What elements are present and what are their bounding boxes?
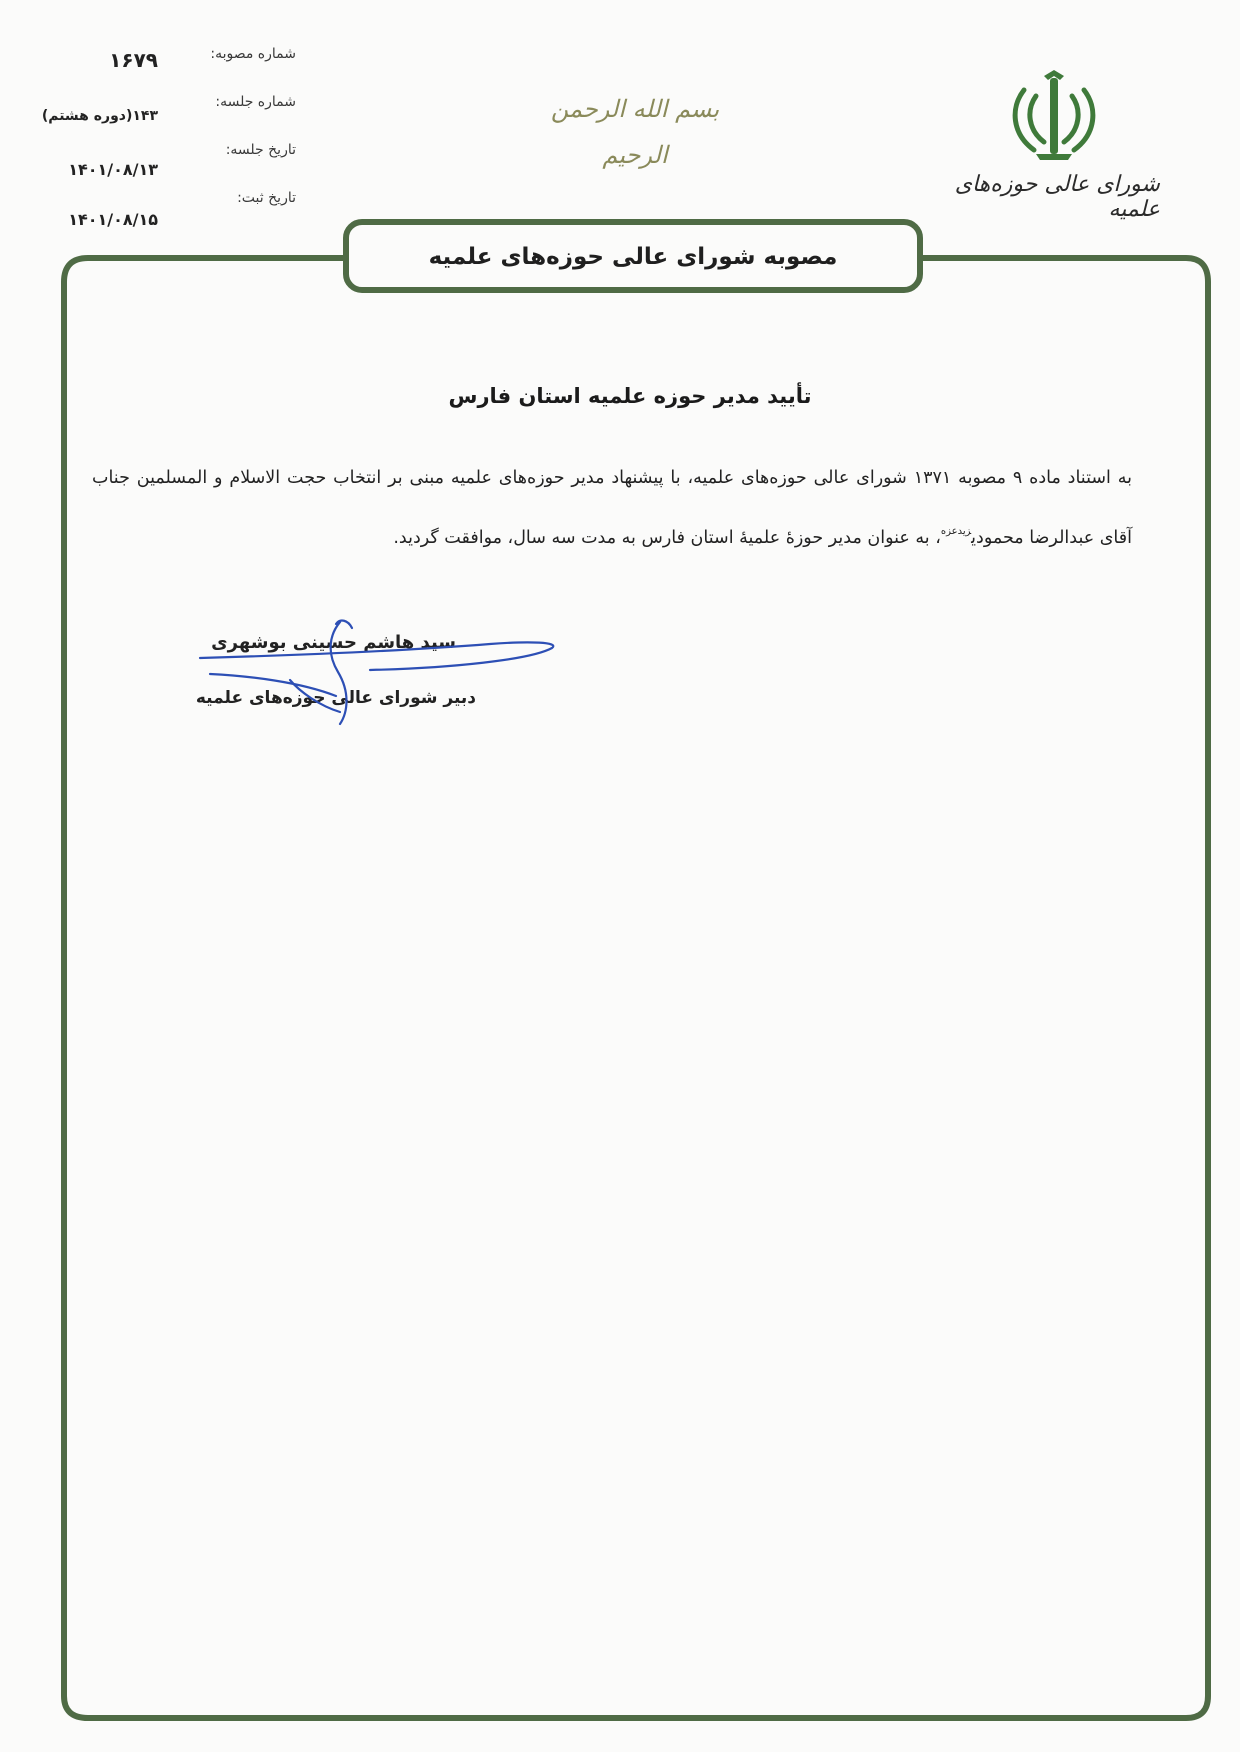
session-date-label: تاریخ جلسه: bbox=[225, 142, 296, 158]
bismillah-calligraphy: بسم الله الرحمن الرحیم bbox=[550, 95, 720, 169]
council-name-logo-text: شورای عالی حوزه‌های علمیه bbox=[954, 172, 1160, 222]
session-number-value: ۱۴۳(دوره هشتم) bbox=[41, 108, 158, 124]
session-date-value: ۱۴۰۱/۰۸/۱۳ bbox=[68, 160, 158, 179]
document-title: تأیید مدیر حوزه علمیه استان فارس bbox=[448, 384, 812, 408]
registration-date-value: ۱۴۰۱/۰۸/۱۵ bbox=[68, 210, 158, 229]
document-body bbox=[92, 448, 1132, 568]
banner-title: مصوبه شورای عالی حوزه‌های علمیه bbox=[428, 244, 838, 270]
body-text-part1: به استناد ماده ۹ مصوبه ۱۳۷۱ شورای عالی حوزه‌های علمیه، با پیشنهاد مدیر حوزه‌های علمیه مبنی بر انتخاب حجت الاسلام و المسلمین جناب آقای عبدالرضا محمودی bbox=[92, 468, 1133, 548]
handwritten-signature bbox=[190, 612, 570, 732]
approval-number-value: ۱۶۷۹ bbox=[109, 48, 158, 72]
signatory-name: سید هاشم حسینی بوشهری bbox=[211, 632, 456, 653]
signatory-title: دبیر شورای عالی حوزه‌های علمیه bbox=[195, 688, 476, 708]
session-number-label: شماره جلسه: bbox=[215, 94, 296, 110]
registration-date-label: تاریخ ثبت: bbox=[237, 190, 296, 206]
honorific-superscript: زیدعزه bbox=[940, 526, 972, 537]
body-text-part2: ، به عنوان مدیر حوزهٔ علمیهٔ استان فارس به مدت سه سال، موافقت گردید. bbox=[393, 528, 941, 548]
approval-number-label: شماره مصوبه: bbox=[210, 46, 296, 62]
